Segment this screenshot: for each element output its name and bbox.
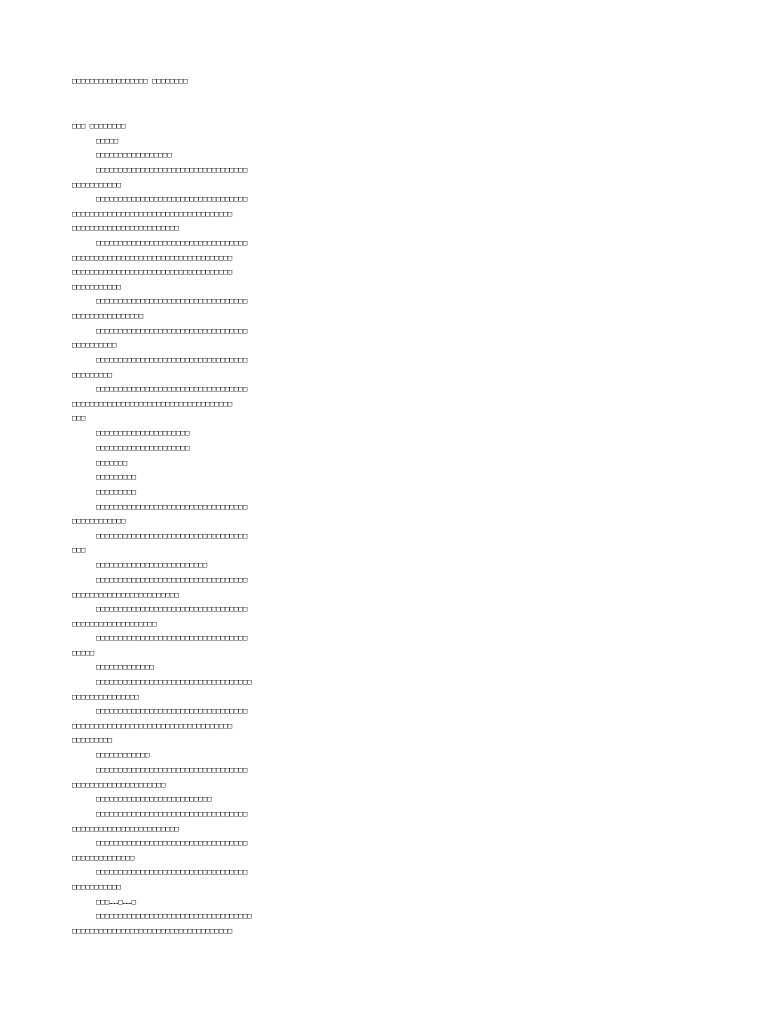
text-line: □□□□□□□□□□□□□□□□□□□□□□□□ <box>72 223 179 232</box>
text-line: □□□□□□□□□□□□□□□□□□□□□□□□□□□□□□□□□□□□ <box>72 253 233 262</box>
text-line: □□□□□□□□□□□□□□□□□□□□□□□□□□□□□□□□□□ <box>96 194 248 203</box>
text-line: □□□□□□□□□□□□□□□□□□□□□□□□□□□□□□□□□□□□ <box>72 209 233 218</box>
text-line: □□□□□□□□□□□□□□□□□□□□□□□□□□ <box>96 794 212 803</box>
text-line: □□□ <box>72 413 86 422</box>
text-line: □□□□□□□□□□□□□□□□ <box>72 311 144 320</box>
text-line: □□□□□□□□□□□□□□□□□□□□□□□□□□□□□□□□□□ <box>96 326 248 335</box>
text-line: □□□□□□□□□□□□□□□□□□□□□□□□□□□□□□□□□□□ <box>96 911 252 920</box>
text-line: □□□□□□□□□□□□□□□□□□□□□□□□ <box>72 824 179 833</box>
text-line: □□□□□ <box>96 136 119 145</box>
text-line: □□□□□□□□□ <box>72 735 113 744</box>
text-line: □□□□□□□□□□□□□□□□□□□□□□□□□□□□□□□□□□ <box>96 355 248 364</box>
text-line: □□□□□□□□□□□□□□□□□□□□□□□□□□□□□□□□□□ <box>96 604 248 613</box>
text-line: □□□□□□□□□□□□□□□□□□□□□□□□□□□□□□□□□□ <box>96 531 248 540</box>
text-line: □□□□□□□□□□□ <box>72 882 121 891</box>
text-line: □□□□□□□□□□□□□□□□□□□□□□□□□□□□□□□□□□ <box>96 765 248 774</box>
text-line: □□□□□□□□□□□□□□□□□□□□□□□□□□□□□□□□□□ <box>96 838 248 847</box>
text-line: □□□□□□□□□□□□□ <box>96 662 154 671</box>
text-line: □□□□□□□□□□□□□□□□□□□ <box>72 619 157 628</box>
text-line: □□□□□□□□□□□□□□□□□□□□□□□□□□□□□□□□□□□□ <box>72 926 233 935</box>
text-line: □□□□□□□□□□ <box>72 340 117 349</box>
text-line: □□□□□□□□□□□□□□□□□ <box>96 150 172 159</box>
text-line: □□□……□……□ <box>96 897 137 906</box>
text-line: □□□□□□□□□□□□□□□□□□□□□□□□□□□□□□□□□□□ <box>96 677 252 686</box>
text-line: □□□□□□□□□□□□□□□□□□□□□□□□□□□□□□□□□□ <box>96 296 248 305</box>
text-line: □□□□□□□□□□□□□□ <box>72 853 135 862</box>
text-line: □□□□□□□□□□□□□□□□□□□□□□□□□□□□□□□□□□ <box>96 502 248 511</box>
text-line: □□□□□□□□□□□□□□□□□□□□□□□□□□□□□□□□□□ <box>96 867 248 876</box>
text-line: □□□□□□□□□□□□□□□□□□□□□□□□ <box>72 590 179 599</box>
text-line: □□□□□□□ <box>96 458 128 467</box>
text-line: □□□□□□□□□□□□ <box>96 750 150 759</box>
text-line: □□□□□□□□□□□□□□□□□□□□□□□□□□□□□□□□□□ <box>96 384 248 393</box>
text-line: □□□□□□□□□□□□□□□ <box>72 692 139 701</box>
text-line: □□□□□□□□□□□□□□□□□□□□□□□□□□□□□□□□□□ <box>96 706 248 715</box>
text-line: □□□□□□□□□□□□ <box>72 516 126 525</box>
text-line: □□□□□□□□□□□□□□□□□□□□□□□□□□□□□□□□□□□□ <box>72 399 233 408</box>
text-line: □□□□□□□□□□□□□□□□□□□□□□□□□□□□□□□□□□ <box>96 633 248 642</box>
text-line: □□□ □□□□□□□□ <box>72 121 126 130</box>
text-line: □□□□□□□□□□□□□□□□□□□□□ <box>96 443 190 452</box>
text-line: □□□□□□□□□□□□□□□□□□□□□□□□□□□□□□□□□□□□ <box>72 721 233 730</box>
text-line: □□□□□□□□□□□□□□□□□□□□□□□□□□□□□□□□□□ <box>96 809 248 818</box>
text-line: □□□□□□□□□ <box>72 370 113 379</box>
text-line: □□□□□□□□□□□□□□□□□□□□□□□□□□□□□□□□□□ <box>96 238 248 247</box>
text-line: □□□□□□□□□□□ <box>72 180 121 189</box>
text-line: □□□□□□□□□□□ <box>72 282 121 291</box>
text-line: □□□ <box>72 545 86 554</box>
text-line: □□□□□□□□□ <box>96 472 137 481</box>
text-line: □□□□□□□□□□□□□□□□□□□□□□□□□□□□□□□□□□□□ <box>72 267 233 276</box>
text-line: □□□□□□□□□ <box>96 487 137 496</box>
text-line: □□□□□□□□□□□□□□□□□□□□□□□□□□□□□□□□□□ <box>96 575 248 584</box>
text-line: □□□□□□□□□□□□□□□□□□□□□ <box>96 428 190 437</box>
text-line: □□□□□□□□□□□□□□□□□□□□□ <box>72 780 166 789</box>
text-line: □□□□□ <box>72 648 95 657</box>
document-title: □□□□□□□□□□□□□□□□□ □□□□□□□□ <box>72 76 188 85</box>
text-line: □□□□□□□□□□□□□□□□□□□□□□□□□ <box>96 560 208 569</box>
text-line: □□□□□□□□□□□□□□□□□□□□□□□□□□□□□□□□□□ <box>96 165 248 174</box>
